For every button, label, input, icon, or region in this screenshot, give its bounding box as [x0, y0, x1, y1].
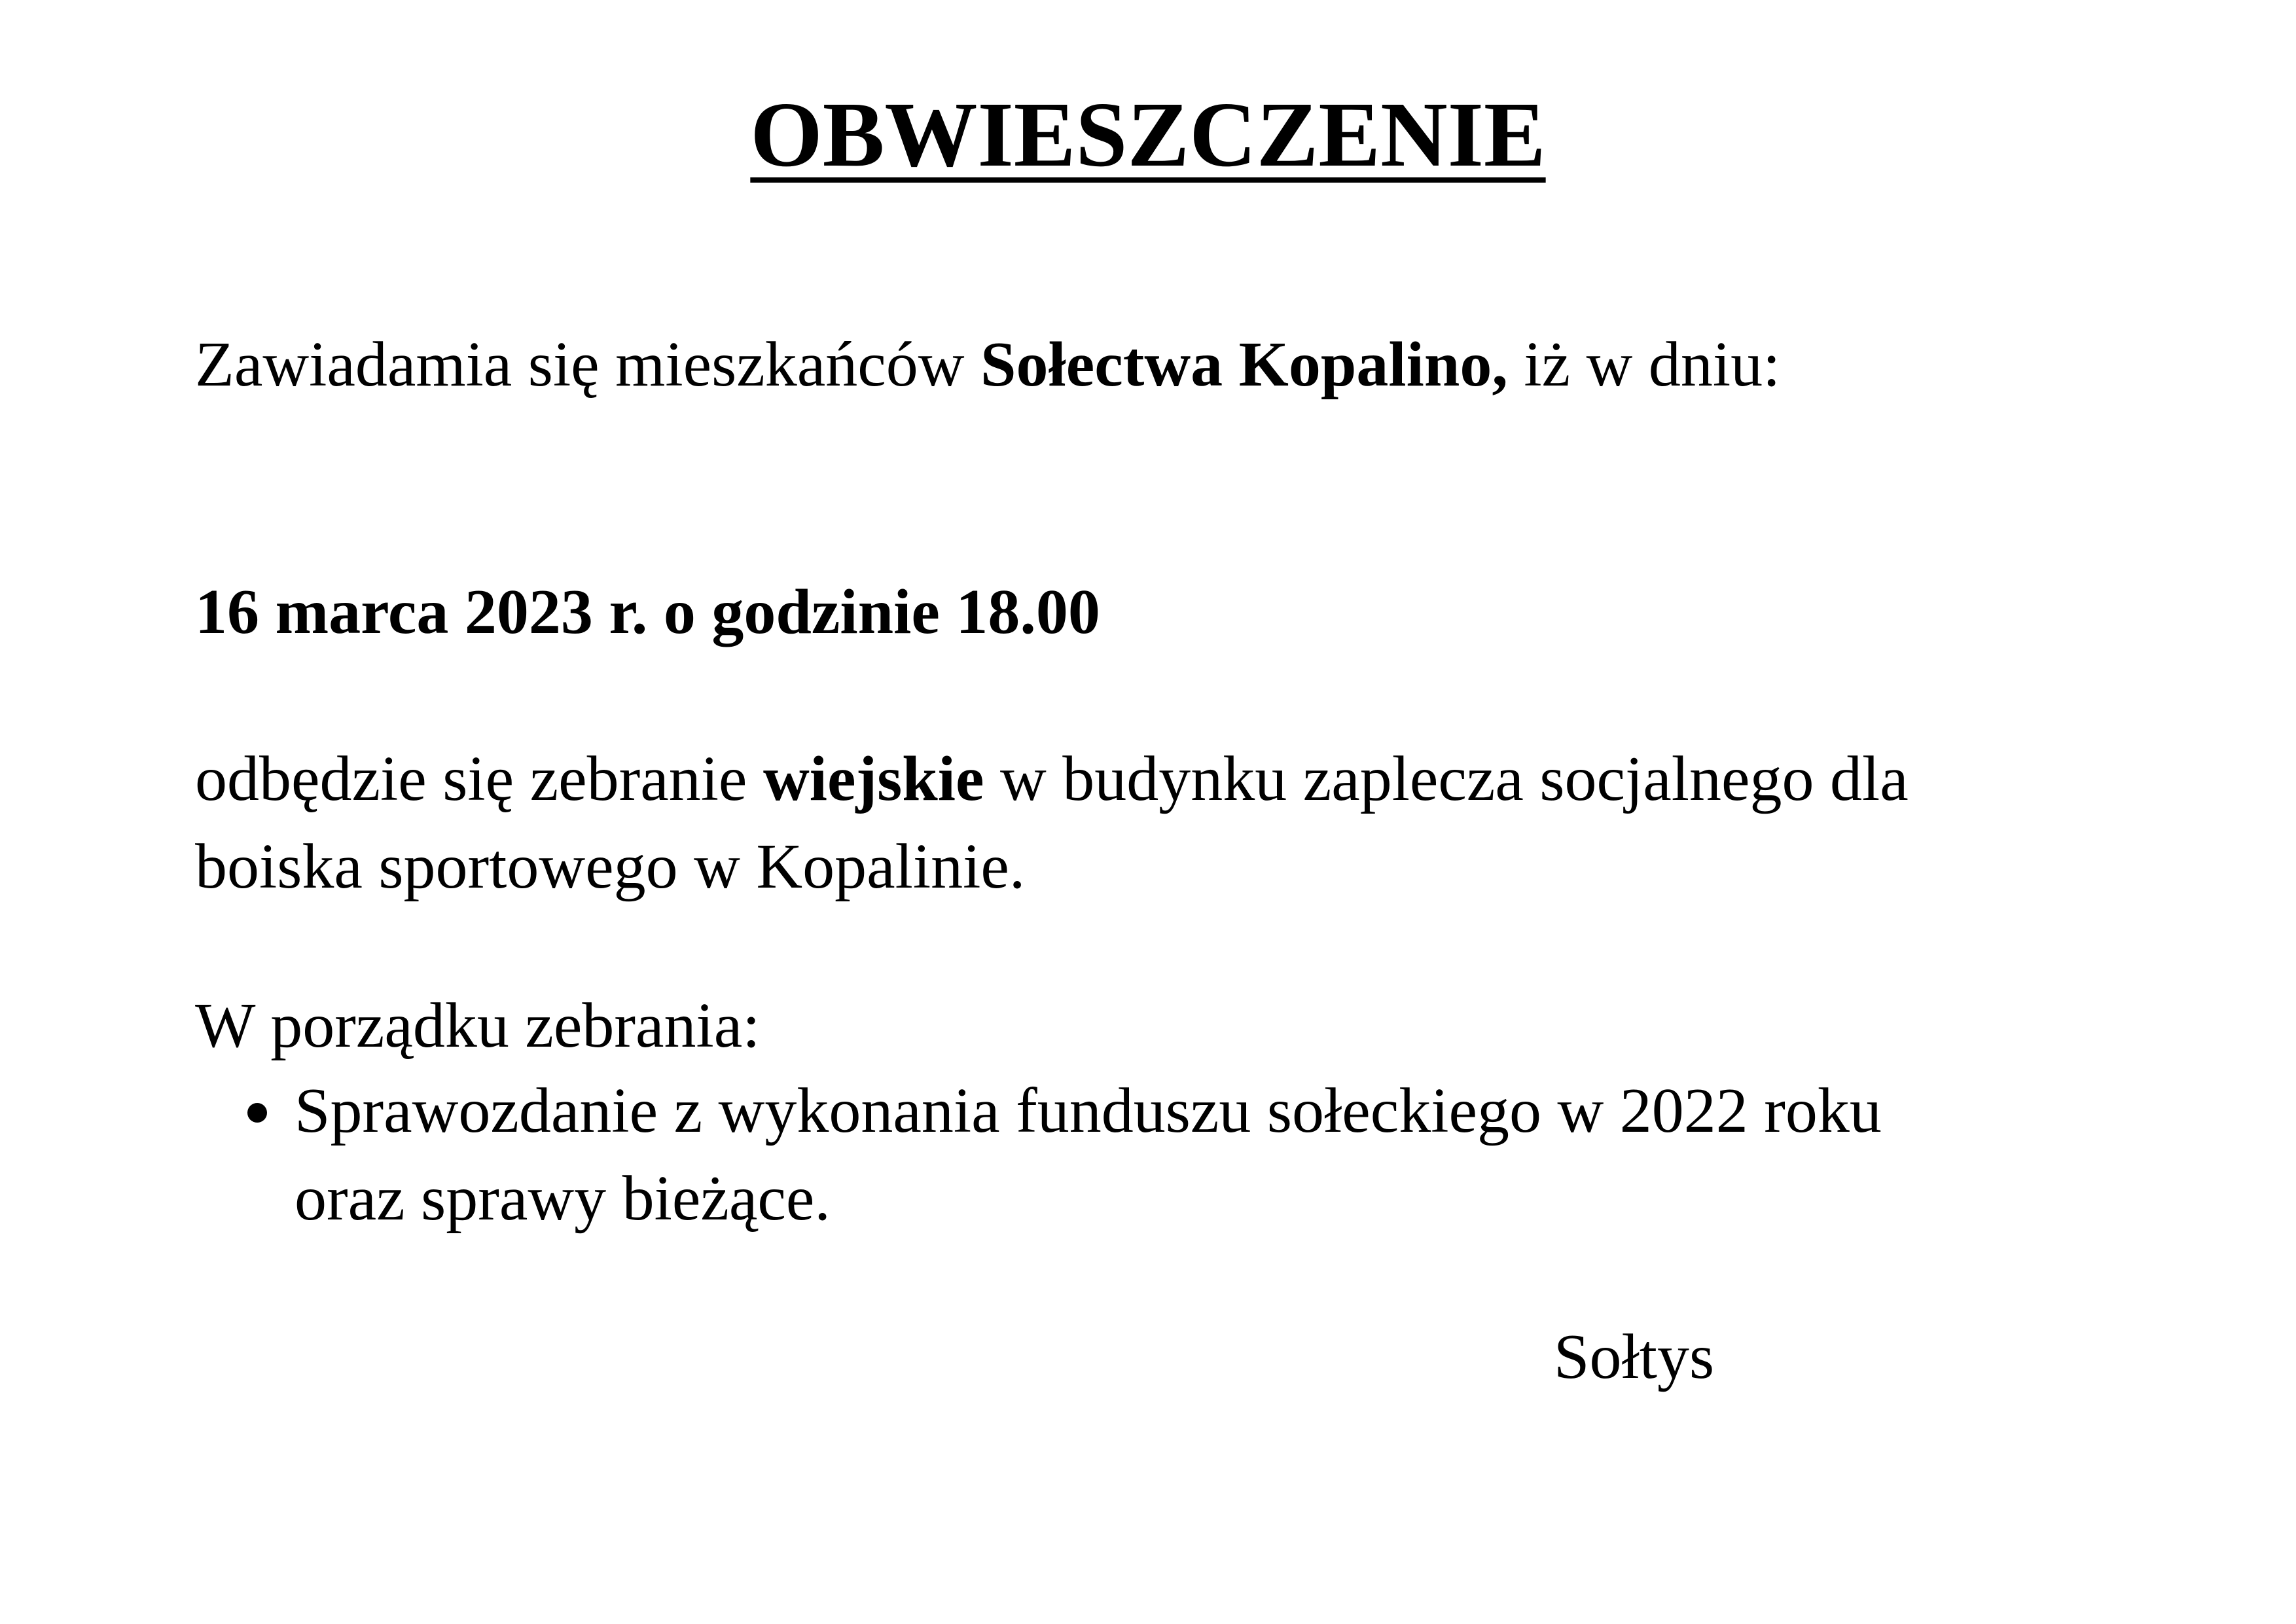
- bullet-icon: [247, 1103, 267, 1123]
- intro-paragraph: [195, 321, 1780, 408]
- meeting-text-start: odbędzie się zebranie: [195, 744, 763, 814]
- agenda-item-line2: oraz sprawy bieżące.: [295, 1163, 831, 1234]
- meeting-paragraph: [195, 735, 1909, 911]
- page-title: [0, 79, 2296, 190]
- meeting-type: wiejskie: [762, 744, 984, 814]
- agenda-item: [247, 1067, 1882, 1242]
- meeting-text-end: w budynku zaplecza socjalnego dla: [984, 744, 1909, 814]
- agenda-heading: W porządku zebrania:: [195, 990, 761, 1061]
- title-text: OBWIESZCZENIE: [750, 82, 1546, 186]
- signature: Sołtys: [1554, 1322, 1715, 1392]
- agenda-item-line1: Sprawozdanie z wykonania funduszu sołeckiego w 2022 roku: [295, 1075, 1882, 1146]
- village-name: Sołectwa Kopalino,: [980, 329, 1508, 400]
- meeting-location-line: boiska sportowego w Kopalinie.: [195, 831, 1026, 902]
- meeting-date: 16 marca 2023 r. o godzinie 18.00: [195, 577, 1100, 647]
- agenda-list: [247, 1067, 1882, 1242]
- intro-text-start: Zawiadamia się mieszkańców: [195, 329, 981, 400]
- intro-text-end: iż w dniu:: [1507, 329, 1781, 400]
